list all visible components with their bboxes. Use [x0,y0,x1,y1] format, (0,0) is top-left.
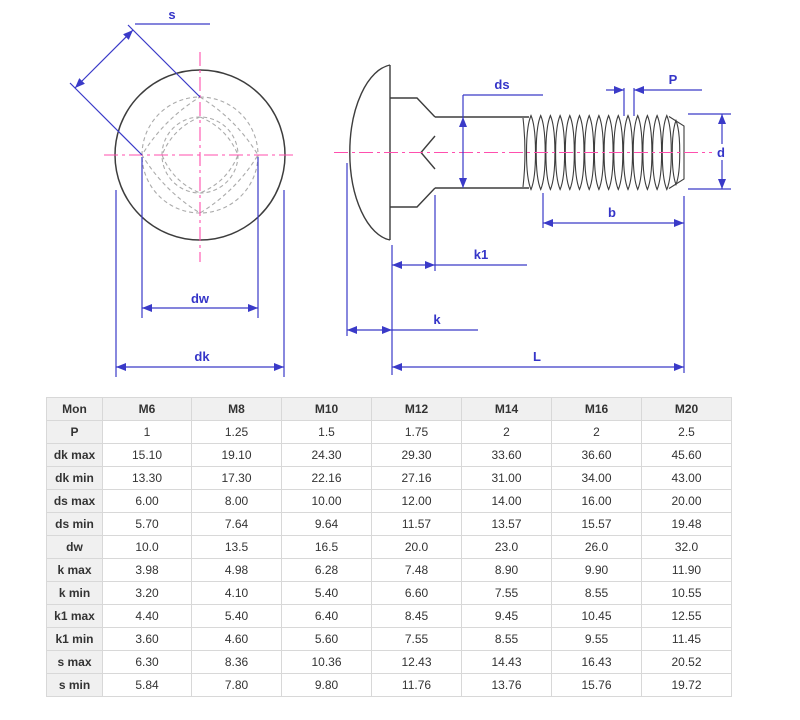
table-cell: 15.57 [552,513,642,536]
table-cell: 14.00 [462,490,552,513]
dim-label-b: b [608,205,616,220]
column-header: M14 [462,398,552,421]
table-row [47,559,732,582]
table-cell: 34.00 [552,467,642,490]
table-cell: 10.00 [282,490,372,513]
table-cell: 12.43 [372,651,462,674]
table-cell: 3.98 [103,559,192,582]
table-cell: 2 [552,421,642,444]
table-cell: 13.5 [192,536,282,559]
table-cell: 8.55 [462,628,552,651]
table-cell: 4.60 [192,628,282,651]
table-row [47,651,732,674]
table-row [47,444,732,467]
table-cell: 33.60 [462,444,552,467]
table-cell: 5.40 [282,582,372,605]
table-cell: 10.0 [103,536,192,559]
table-cell: 5.40 [192,605,282,628]
table-cell: 16.5 [282,536,372,559]
column-header: M12 [372,398,462,421]
table-cell: 3.60 [103,628,192,651]
table-cell: 32.0 [642,536,732,559]
row-label: k1 max [47,605,103,628]
dim-label-P: P [668,72,678,87]
table-cell: 6.30 [103,651,192,674]
table-cell: 16.43 [552,651,642,674]
table-row [47,513,732,536]
table-cell: 11.57 [372,513,462,536]
column-header: M6 [103,398,192,421]
table-cell: 27.16 [372,467,462,490]
table-cell: 22.16 [282,467,372,490]
table-cell: 6.60 [372,582,462,605]
table-row [47,536,732,559]
spec-table [46,397,732,697]
table-cell: 11.76 [372,674,462,697]
table-cell: 6.28 [282,559,372,582]
table-cell: 31.00 [462,467,552,490]
table-row [47,674,732,697]
table-cell: 13.57 [462,513,552,536]
table-cell: 7.64 [192,513,282,536]
table-cell: 9.90 [552,559,642,582]
table-cell: 19.48 [642,513,732,536]
table-cell: 3.20 [103,582,192,605]
table-row [47,605,732,628]
table-cell: 5.60 [282,628,372,651]
table-cell: 7.55 [372,628,462,651]
table-cell: 9.45 [462,605,552,628]
table-cell: 6.00 [103,490,192,513]
table-cell: 4.10 [192,582,282,605]
table-cell: 15.10 [103,444,192,467]
row-label: dk min [47,467,103,490]
table-cell: 5.70 [103,513,192,536]
table-cell: 1.75 [372,421,462,444]
table-cell: 24.30 [282,444,372,467]
row-label: dk max [47,444,103,467]
table-cell: 10.36 [282,651,372,674]
column-header: M8 [192,398,282,421]
table-cell: 7.48 [372,559,462,582]
table-cell: 14.43 [462,651,552,674]
table-row [47,582,732,605]
table-cell: 6.40 [282,605,372,628]
row-label: ds min [47,513,103,536]
table-cell: 2.5 [642,421,732,444]
side-view [334,65,731,375]
table-cell: 16.00 [552,490,642,513]
table-cell: 36.60 [552,444,642,467]
table-row [47,490,732,513]
table-cell: 11.45 [642,628,732,651]
row-label: ds max [47,490,103,513]
table-cell: 1.5 [282,421,372,444]
table-cell: 13.76 [462,674,552,697]
table-cell: 20.0 [372,536,462,559]
table-cell: 8.36 [192,651,282,674]
table-row [47,467,732,490]
dim-label-dw: dw [190,291,210,306]
dim-label-d: d [717,145,725,160]
row-label: P [47,421,103,444]
front-center-lines [104,52,296,262]
table-cell: 7.80 [192,674,282,697]
table-cell: 8.90 [462,559,552,582]
table-cell: 19.72 [642,674,732,697]
table-cell: 4.98 [192,559,282,582]
table-cell: 20.52 [642,651,732,674]
table-cell: 7.55 [462,582,552,605]
front-view [70,7,296,377]
table-cell: 23.0 [462,536,552,559]
table-cell: 8.55 [552,582,642,605]
row-label: dw [47,536,103,559]
dim-label-ds: ds [494,77,510,92]
row-label: k max [47,559,103,582]
column-header: M10 [282,398,372,421]
table-cell: 12.00 [372,490,462,513]
column-header: M16 [552,398,642,421]
table-row [47,421,732,444]
table-cell: 15.76 [552,674,642,697]
dim-label-s: s [168,7,176,22]
table-row [47,628,732,651]
row-label: s max [47,651,103,674]
table-cell: 9.80 [282,674,372,697]
table-cell: 17.30 [192,467,282,490]
table-cell: 4.40 [103,605,192,628]
table-cell: 2 [462,421,552,444]
table-cell: 19.10 [192,444,282,467]
column-header: M20 [642,398,732,421]
row-label: k min [47,582,103,605]
table-cell: 43.00 [642,467,732,490]
table-cell: 1.25 [192,421,282,444]
dim-label-k: k [433,312,441,327]
table-cell: 29.30 [372,444,462,467]
front-dimension-lines [70,24,284,377]
row-label: s min [47,674,103,697]
column-header: Mon [47,398,103,421]
table-cell: 5.84 [103,674,192,697]
table-cell: 1 [103,421,192,444]
table-cell: 10.55 [642,582,732,605]
table-header-row [47,398,732,421]
table-cell: 12.55 [642,605,732,628]
dim-label-k1: k1 [473,247,489,262]
row-label: k1 min [47,628,103,651]
table-cell: 10.45 [552,605,642,628]
dim-label-L: L [533,349,541,364]
table-cell: 11.90 [642,559,732,582]
table-cell: 9.64 [282,513,372,536]
table-cell: 20.00 [642,490,732,513]
table-cell: 45.60 [642,444,732,467]
table-cell: 13.30 [103,467,192,490]
dim-label-dk: dk [194,349,210,364]
table-cell: 8.00 [192,490,282,513]
table-cell: 8.45 [372,605,462,628]
table-cell: 9.55 [552,628,642,651]
table-cell: 26.0 [552,536,642,559]
